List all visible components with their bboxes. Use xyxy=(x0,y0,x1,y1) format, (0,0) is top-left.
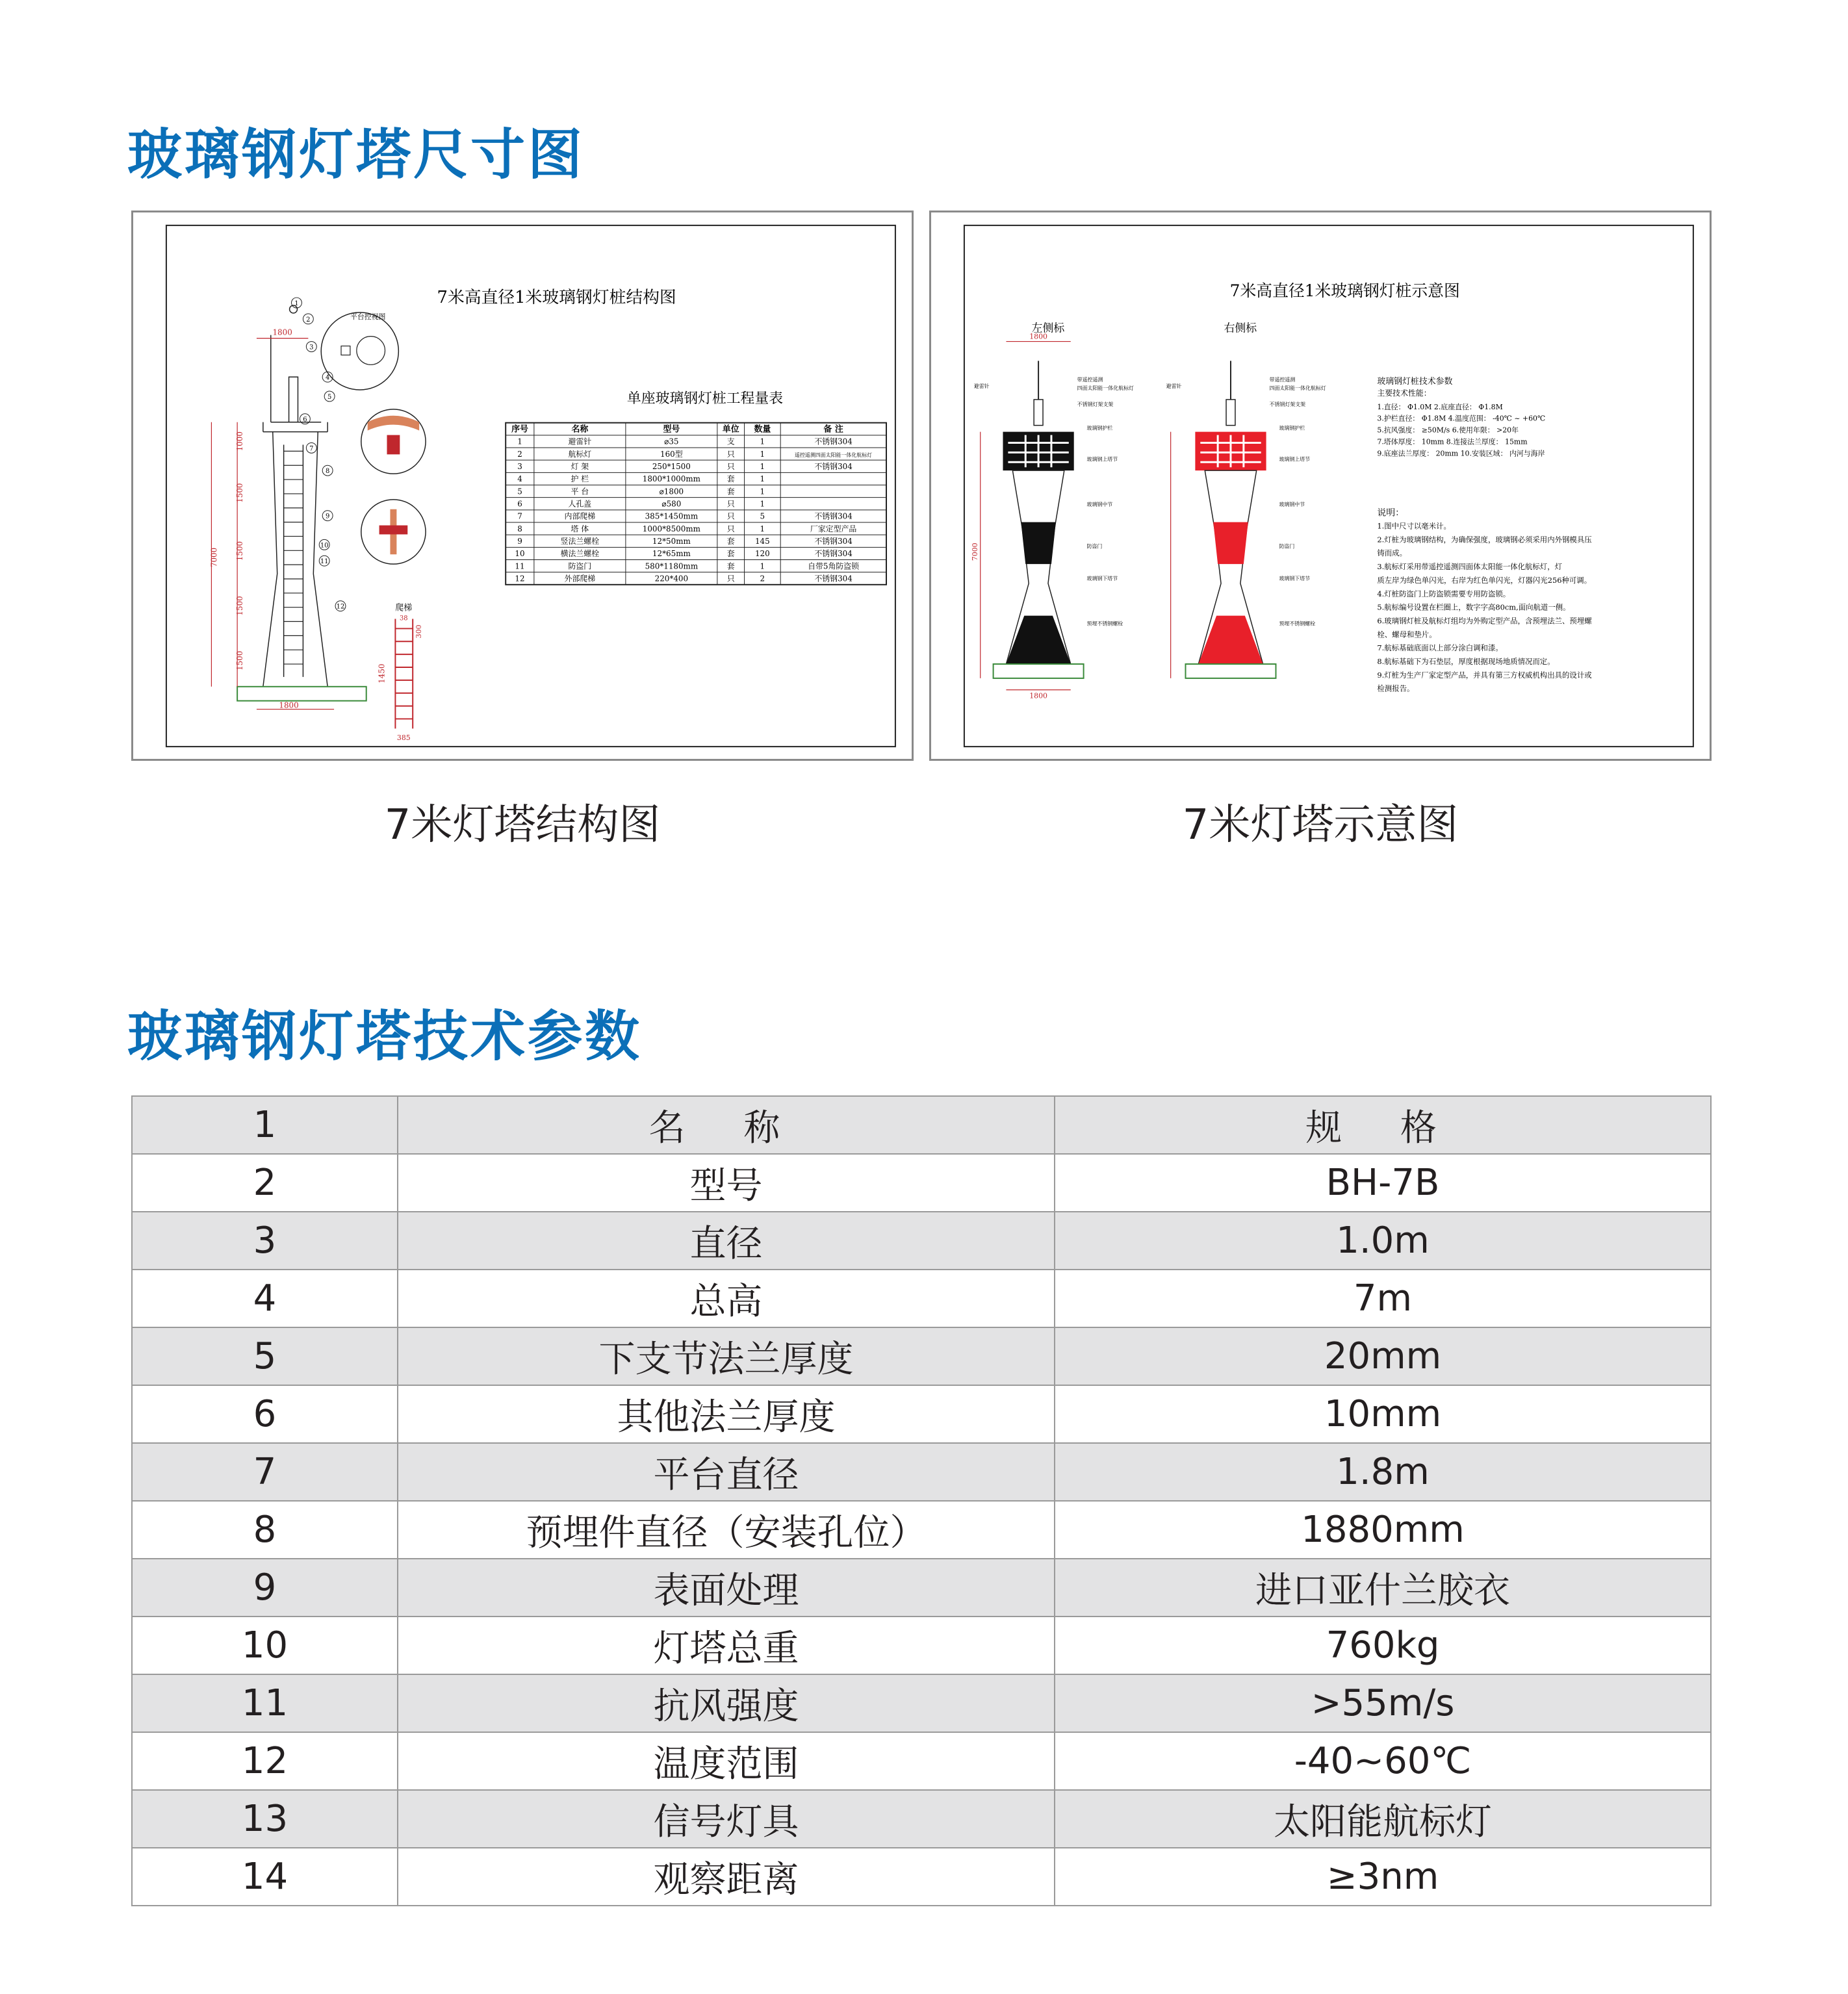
table-cell: 不锈钢304 xyxy=(814,511,853,521)
param-name: 名 称 xyxy=(398,1096,1055,1154)
left-mark-label: 左侧标 xyxy=(1031,321,1065,335)
callout-number: 4 xyxy=(325,374,330,382)
table-cell: 不锈钢304 xyxy=(814,549,853,559)
param-index: 9 xyxy=(132,1559,398,1617)
notes-list xyxy=(1377,522,1592,693)
table-cell: 5 xyxy=(760,511,765,521)
note-line: 质左岸为绿色单闪光，右岸为红色单闪光，灯器闪光256种可调。 xyxy=(1377,575,1592,585)
param-value: >55m/s xyxy=(1055,1674,1711,1732)
param-value: 1880mm xyxy=(1055,1501,1711,1559)
table-cell: 160型 xyxy=(660,449,683,459)
table-cell: 套 xyxy=(726,487,735,496)
quantity-table xyxy=(506,423,886,585)
param-row xyxy=(132,1732,1711,1790)
table-cell: 6 xyxy=(517,499,522,509)
callout-text: 玻璃钢中节 xyxy=(1086,501,1113,507)
table-cell: 11 xyxy=(515,561,525,571)
dim-ladder-height: 1450 xyxy=(377,663,387,684)
left-foundation xyxy=(994,664,1084,678)
param-value: 1.0m xyxy=(1055,1212,1711,1270)
callout-text: 避雷针 xyxy=(1166,383,1182,390)
param-index: 7 xyxy=(132,1443,398,1501)
table-cell: 套 xyxy=(726,474,735,484)
table-header: 数量 xyxy=(754,424,771,435)
callout-text: 防盗门 xyxy=(1279,543,1295,550)
table-cell: 遥控遥测四面太阳能一体化航标灯 xyxy=(795,452,873,458)
param-value: 7m xyxy=(1055,1270,1711,1327)
param-index: 10 xyxy=(132,1617,398,1674)
dim-rung-spacing: 300 xyxy=(415,624,424,639)
param-name: 型号 xyxy=(398,1154,1055,1212)
param-line: 7.塔体厚度： 10mm 8.连接法兰厚度： 15mm xyxy=(1377,437,1528,446)
param-index: 5 xyxy=(132,1327,398,1385)
callout-number: 2 xyxy=(306,316,311,324)
param-line: 3.护栏直径： Φ1.8M 4.温度范围： -40℃ ~ +60℃ xyxy=(1377,414,1546,423)
flange-bolt-1 xyxy=(387,435,400,455)
schematic-drawing-panel xyxy=(929,211,1712,761)
table-cell: 10 xyxy=(515,549,525,559)
param-value: 进口亚什兰胶衣 xyxy=(1055,1559,1711,1617)
table-header: 名称 xyxy=(571,424,589,435)
table-header: 备 注 xyxy=(823,424,843,435)
table-cell: 自带5角防盗锁 xyxy=(808,561,860,571)
table-header: 型号 xyxy=(663,424,680,435)
drawing-title: 7米高直径1米玻璃钢灯桩示意图 xyxy=(1229,281,1460,301)
callout-text: 玻璃钢中节 xyxy=(1279,501,1305,507)
param-name: 平台直径 xyxy=(398,1443,1055,1501)
callout-number: 7 xyxy=(309,445,314,453)
right-mark-label: 右侧标 xyxy=(1224,321,1257,335)
schematic-drawing xyxy=(931,212,1710,759)
param-value: 20mm xyxy=(1055,1327,1711,1385)
param-index: 2 xyxy=(132,1154,398,1212)
param-name: 直径 xyxy=(398,1212,1055,1270)
callout-text: 玻璃钢上塔节 xyxy=(1086,456,1118,463)
table-cell: 塔 体 xyxy=(571,524,589,533)
param-index: 12 xyxy=(132,1732,398,1790)
drawing-title: 7米高直径1米玻璃钢灯桩结构图 xyxy=(437,288,676,308)
param-name: 下支节法兰厚度 xyxy=(398,1327,1055,1385)
table-cell: 外部爬梯 xyxy=(564,574,596,583)
callout-text: 四面太阳能一体化航标灯 xyxy=(1269,385,1326,392)
param-name: 预埋件直径（安装孔位） xyxy=(398,1501,1055,1559)
param-row xyxy=(132,1674,1711,1732)
param-row xyxy=(132,1270,1711,1327)
table-cell: 1 xyxy=(517,437,522,446)
table-cell: 竖法兰螺栓 xyxy=(560,536,600,546)
param-name: 灯塔总重 xyxy=(398,1617,1055,1674)
params-subtitle: 主要技术性能： xyxy=(1377,388,1431,398)
table-header: 单位 xyxy=(722,424,739,435)
param-name: 观察距离 xyxy=(398,1848,1055,1906)
dim-rung-top: 38 xyxy=(399,615,408,622)
table-cell: 防盗门 xyxy=(568,561,592,571)
dim-1000: 1000 xyxy=(235,431,245,452)
table-cell: 只 xyxy=(726,574,735,583)
table-cell: 5 xyxy=(517,487,522,496)
callout-text: 带遥控遥测 xyxy=(1077,377,1103,383)
param-row xyxy=(132,1617,1711,1674)
manhole-circle xyxy=(357,337,385,365)
param-line: 1.直径： Φ1.0M 2.底座直径： Φ1.8M xyxy=(1377,402,1503,411)
param-index: 3 xyxy=(132,1212,398,1270)
internal-ladder xyxy=(284,451,303,664)
table-cell: 内部爬梯 xyxy=(564,511,596,521)
param-index: 8 xyxy=(132,1501,398,1559)
callout-text: 四面太阳能一体化航标灯 xyxy=(1077,385,1134,392)
dim-top: 1800 xyxy=(272,327,292,337)
dim-7000: 7000 xyxy=(209,547,219,568)
param-index: 14 xyxy=(132,1848,398,1906)
table-cell: 只 xyxy=(726,449,735,459)
param-value: 760kg xyxy=(1055,1617,1711,1674)
left-tower xyxy=(1003,361,1073,664)
platform-label: 平台控视图 xyxy=(350,312,386,321)
table-cell: 平 台 xyxy=(571,487,589,496)
param-value: 1.8m xyxy=(1055,1443,1711,1501)
table-cell: 145 xyxy=(754,536,770,546)
table-cell: 9 xyxy=(517,536,522,546)
flange-bolt-2 xyxy=(379,526,408,535)
dim-bottom: 1800 xyxy=(279,700,299,710)
param-value: BH-7B xyxy=(1055,1154,1711,1212)
table-cell: 120 xyxy=(754,549,770,559)
table-cell: 只 xyxy=(726,461,735,471)
note-line: 6.玻璃钢灯桩及航标灯组均为外购定型产品，含预埋法兰、预埋螺 xyxy=(1377,616,1592,626)
param-line: 5.抗风强度： ≥50M/s 6.使用年限： >20年 xyxy=(1377,426,1519,435)
hatch-square xyxy=(341,346,350,355)
dim-height: 7000 xyxy=(970,543,979,561)
table-cell: 只 xyxy=(726,511,735,521)
note-line: 5.航标编号设置在栏圈上，数字字高80cm,面向航道一侧。 xyxy=(1377,602,1571,612)
param-row xyxy=(132,1096,1711,1154)
note-line: 检测报告。 xyxy=(1377,684,1415,693)
parameter-table xyxy=(131,1095,1712,1906)
table-cell: 2 xyxy=(760,574,765,583)
table-cell: 航标灯 xyxy=(568,449,592,459)
param-value: 规 格 xyxy=(1055,1096,1711,1154)
table-cell: 套 xyxy=(726,561,735,571)
callout-text: 玻璃钢下塔节 xyxy=(1086,575,1118,582)
table-cell: 385*1450mm xyxy=(645,511,699,521)
callout-text: 玻璃钢下塔节 xyxy=(1279,575,1311,582)
table-cell: 只 xyxy=(726,499,735,509)
callout-text: 不锈钢灯架支架 xyxy=(1269,401,1306,407)
note-line: 3.航标灯采用带遥控遥测四面体太阳能一体化航标灯，灯 xyxy=(1377,562,1563,572)
table-cell: 避雷针 xyxy=(568,437,592,446)
table-cell: 1000*8500mm xyxy=(642,524,700,533)
table-cell: ⌀1800 xyxy=(659,487,684,496)
param-index: 6 xyxy=(132,1385,398,1443)
note-line: 8.航标基础下为石垫层，厚度根据现场地质情况而定。 xyxy=(1377,657,1555,667)
table-cell: 1 xyxy=(760,524,765,533)
callout-text: 玻璃钢护栏 xyxy=(1086,425,1113,431)
table-cell: 1 xyxy=(760,561,765,571)
table-cell: 套 xyxy=(726,549,735,559)
note-line: 铸而成。 xyxy=(1377,548,1407,558)
part-callouts xyxy=(292,298,346,611)
flange-section-1 xyxy=(368,416,419,431)
callout-text: 玻璃钢护栏 xyxy=(1279,425,1305,431)
param-line: 9.底座法兰厚度： 20mm 10.安装区域： 内河与海岸 xyxy=(1377,449,1545,458)
params-title: 玻璃钢灯桩技术参数 xyxy=(1377,377,1453,387)
right-tower xyxy=(1195,361,1266,664)
table-cell: 7 xyxy=(517,511,522,521)
params-list xyxy=(1377,402,1545,457)
ladder-detail-rungs xyxy=(395,628,413,719)
table-cell: 12*50mm xyxy=(652,536,691,546)
notes-title: 说明： xyxy=(1377,507,1405,518)
table-header: 序号 xyxy=(511,424,528,435)
dim-top: 1800 xyxy=(1029,332,1047,341)
table-cell: 2 xyxy=(517,449,522,459)
table-cell: 250*1500 xyxy=(652,461,691,471)
table-cell: 12 xyxy=(515,574,525,583)
foundation xyxy=(237,687,366,701)
table-cell: 1 xyxy=(760,461,765,471)
callout-number: 3 xyxy=(309,344,314,352)
table-cell: 只 xyxy=(726,524,735,533)
param-row xyxy=(132,1154,1711,1212)
param-value: ≥3nm xyxy=(1055,1848,1711,1906)
callout-number: 8 xyxy=(325,468,330,476)
schematic-dims xyxy=(981,342,1171,690)
table-cell: 580*1180mm xyxy=(645,561,699,571)
table-cell: ⌀580 xyxy=(661,499,682,509)
param-row xyxy=(132,1327,1711,1385)
note-line: 栓、螺母和垫片。 xyxy=(1377,630,1437,639)
param-index: 13 xyxy=(132,1790,398,1848)
callout-text: 预埋不锈钢螺栓 xyxy=(1086,620,1123,627)
ladder-label: 爬梯 xyxy=(395,603,413,613)
table-cell: 不锈钢304 xyxy=(814,461,853,471)
table-cell: 1800*1000mm xyxy=(642,474,700,484)
caption-structure: 7米灯塔结构图 xyxy=(384,801,661,849)
table-cell: 套 xyxy=(726,536,735,546)
caption-schematic: 7米灯塔示意图 xyxy=(1182,801,1459,849)
callout-number: 1 xyxy=(294,300,299,307)
structure-drawing-panel xyxy=(131,211,914,761)
section-title-parameters: 玻璃钢灯塔技术参数 xyxy=(127,1004,643,1068)
table-cell: 1 xyxy=(760,437,765,446)
callout-number: 12 xyxy=(336,603,345,611)
note-line: 9.灯桩为生产厂家定型产品，并具有第三方权威机构出具的设计或 xyxy=(1377,670,1592,680)
callout-text: 带遥控遥测 xyxy=(1269,377,1296,383)
param-index: 11 xyxy=(132,1674,398,1732)
param-row xyxy=(132,1501,1711,1559)
table-cell: 人孔盖 xyxy=(568,499,592,509)
table-cell: 4 xyxy=(517,474,522,484)
table-title: 单座玻璃钢灯桩工程量表 xyxy=(626,390,784,407)
table-cell: 12*65mm xyxy=(652,549,691,559)
table-cell: 1 xyxy=(760,499,765,509)
table-cell: 1 xyxy=(760,449,765,459)
param-row xyxy=(132,1790,1711,1848)
structure-drawing xyxy=(133,212,912,759)
dim-1500-b: 1500 xyxy=(235,541,245,561)
param-value: -40~60℃ xyxy=(1055,1732,1711,1790)
callout-text: 防盗门 xyxy=(1086,543,1103,550)
table-cell: 护 栏 xyxy=(571,474,589,484)
param-row xyxy=(132,1385,1711,1443)
dimension-lines xyxy=(211,339,334,709)
ladder-detail xyxy=(395,619,413,729)
dim-ladder-width: 385 xyxy=(396,734,411,743)
callout-text: 玻璃钢上塔节 xyxy=(1279,456,1311,463)
table-cell: 支 xyxy=(726,437,735,446)
callout-number: 5 xyxy=(327,393,332,401)
param-index: 4 xyxy=(132,1270,398,1327)
param-name: 信号灯具 xyxy=(398,1790,1055,1848)
table-cell: 横法兰螺栓 xyxy=(560,549,600,559)
table-cell: 1 xyxy=(760,474,765,484)
param-index: 1 xyxy=(132,1096,398,1154)
table-cell: 灯 架 xyxy=(571,461,589,471)
param-value: 太阳能航标灯 xyxy=(1055,1790,1711,1848)
dim-1500-d: 1500 xyxy=(235,650,245,671)
callout-text: 不锈钢灯架支架 xyxy=(1077,401,1114,407)
table-cell: 8 xyxy=(517,524,522,533)
dim-bottom: 1800 xyxy=(1029,691,1047,700)
table-cell: 1 xyxy=(760,487,765,496)
callout-text: 预埋不锈钢螺栓 xyxy=(1279,620,1316,627)
table-cell: ⌀35 xyxy=(664,437,679,446)
table-cell: 厂家定型产品 xyxy=(810,524,857,533)
callout-number: 10 xyxy=(320,542,329,550)
param-row xyxy=(132,1212,1711,1270)
callout-number: 9 xyxy=(325,513,330,520)
note-line: 7.航标基础底面以上部分涂白调和漆。 xyxy=(1377,643,1503,653)
param-name: 抗风强度 xyxy=(398,1674,1055,1732)
param-name: 温度范围 xyxy=(398,1732,1055,1790)
platform-plan-view xyxy=(321,313,398,390)
note-line: 4.灯桩防盗门上防盗锁需要专用防盗锁。 xyxy=(1377,589,1511,598)
param-value: 10mm xyxy=(1055,1385,1711,1443)
dim-1500-a: 1500 xyxy=(235,483,245,503)
note-line: 2.灯桩为玻璃钢结构，为确保强度，玻璃钢必须采用内外钢模具压 xyxy=(1377,535,1592,544)
table-cell: 3 xyxy=(517,461,522,471)
callout-number: 11 xyxy=(320,558,329,566)
callout-text: 避雷针 xyxy=(973,383,990,390)
section-title-dimensions: 玻璃钢灯塔尺寸图 xyxy=(127,123,585,186)
param-row xyxy=(132,1559,1711,1617)
dim-1500-c: 1500 xyxy=(235,596,245,616)
right-foundation xyxy=(1185,664,1276,678)
param-name: 表面处理 xyxy=(398,1559,1055,1617)
table-cell: 220*400 xyxy=(654,574,689,583)
param-row xyxy=(132,1848,1711,1906)
param-name: 其他法兰厚度 xyxy=(398,1385,1055,1443)
table-cell: 不锈钢304 xyxy=(814,574,853,583)
param-row xyxy=(132,1443,1711,1501)
table-cell: 不锈钢304 xyxy=(814,437,853,446)
callout-number: 6 xyxy=(303,416,307,424)
param-name: 总高 xyxy=(398,1270,1055,1327)
note-line: 1.图中尺寸以毫米计。 xyxy=(1377,521,1451,531)
table-cell: 不锈钢304 xyxy=(814,536,853,546)
